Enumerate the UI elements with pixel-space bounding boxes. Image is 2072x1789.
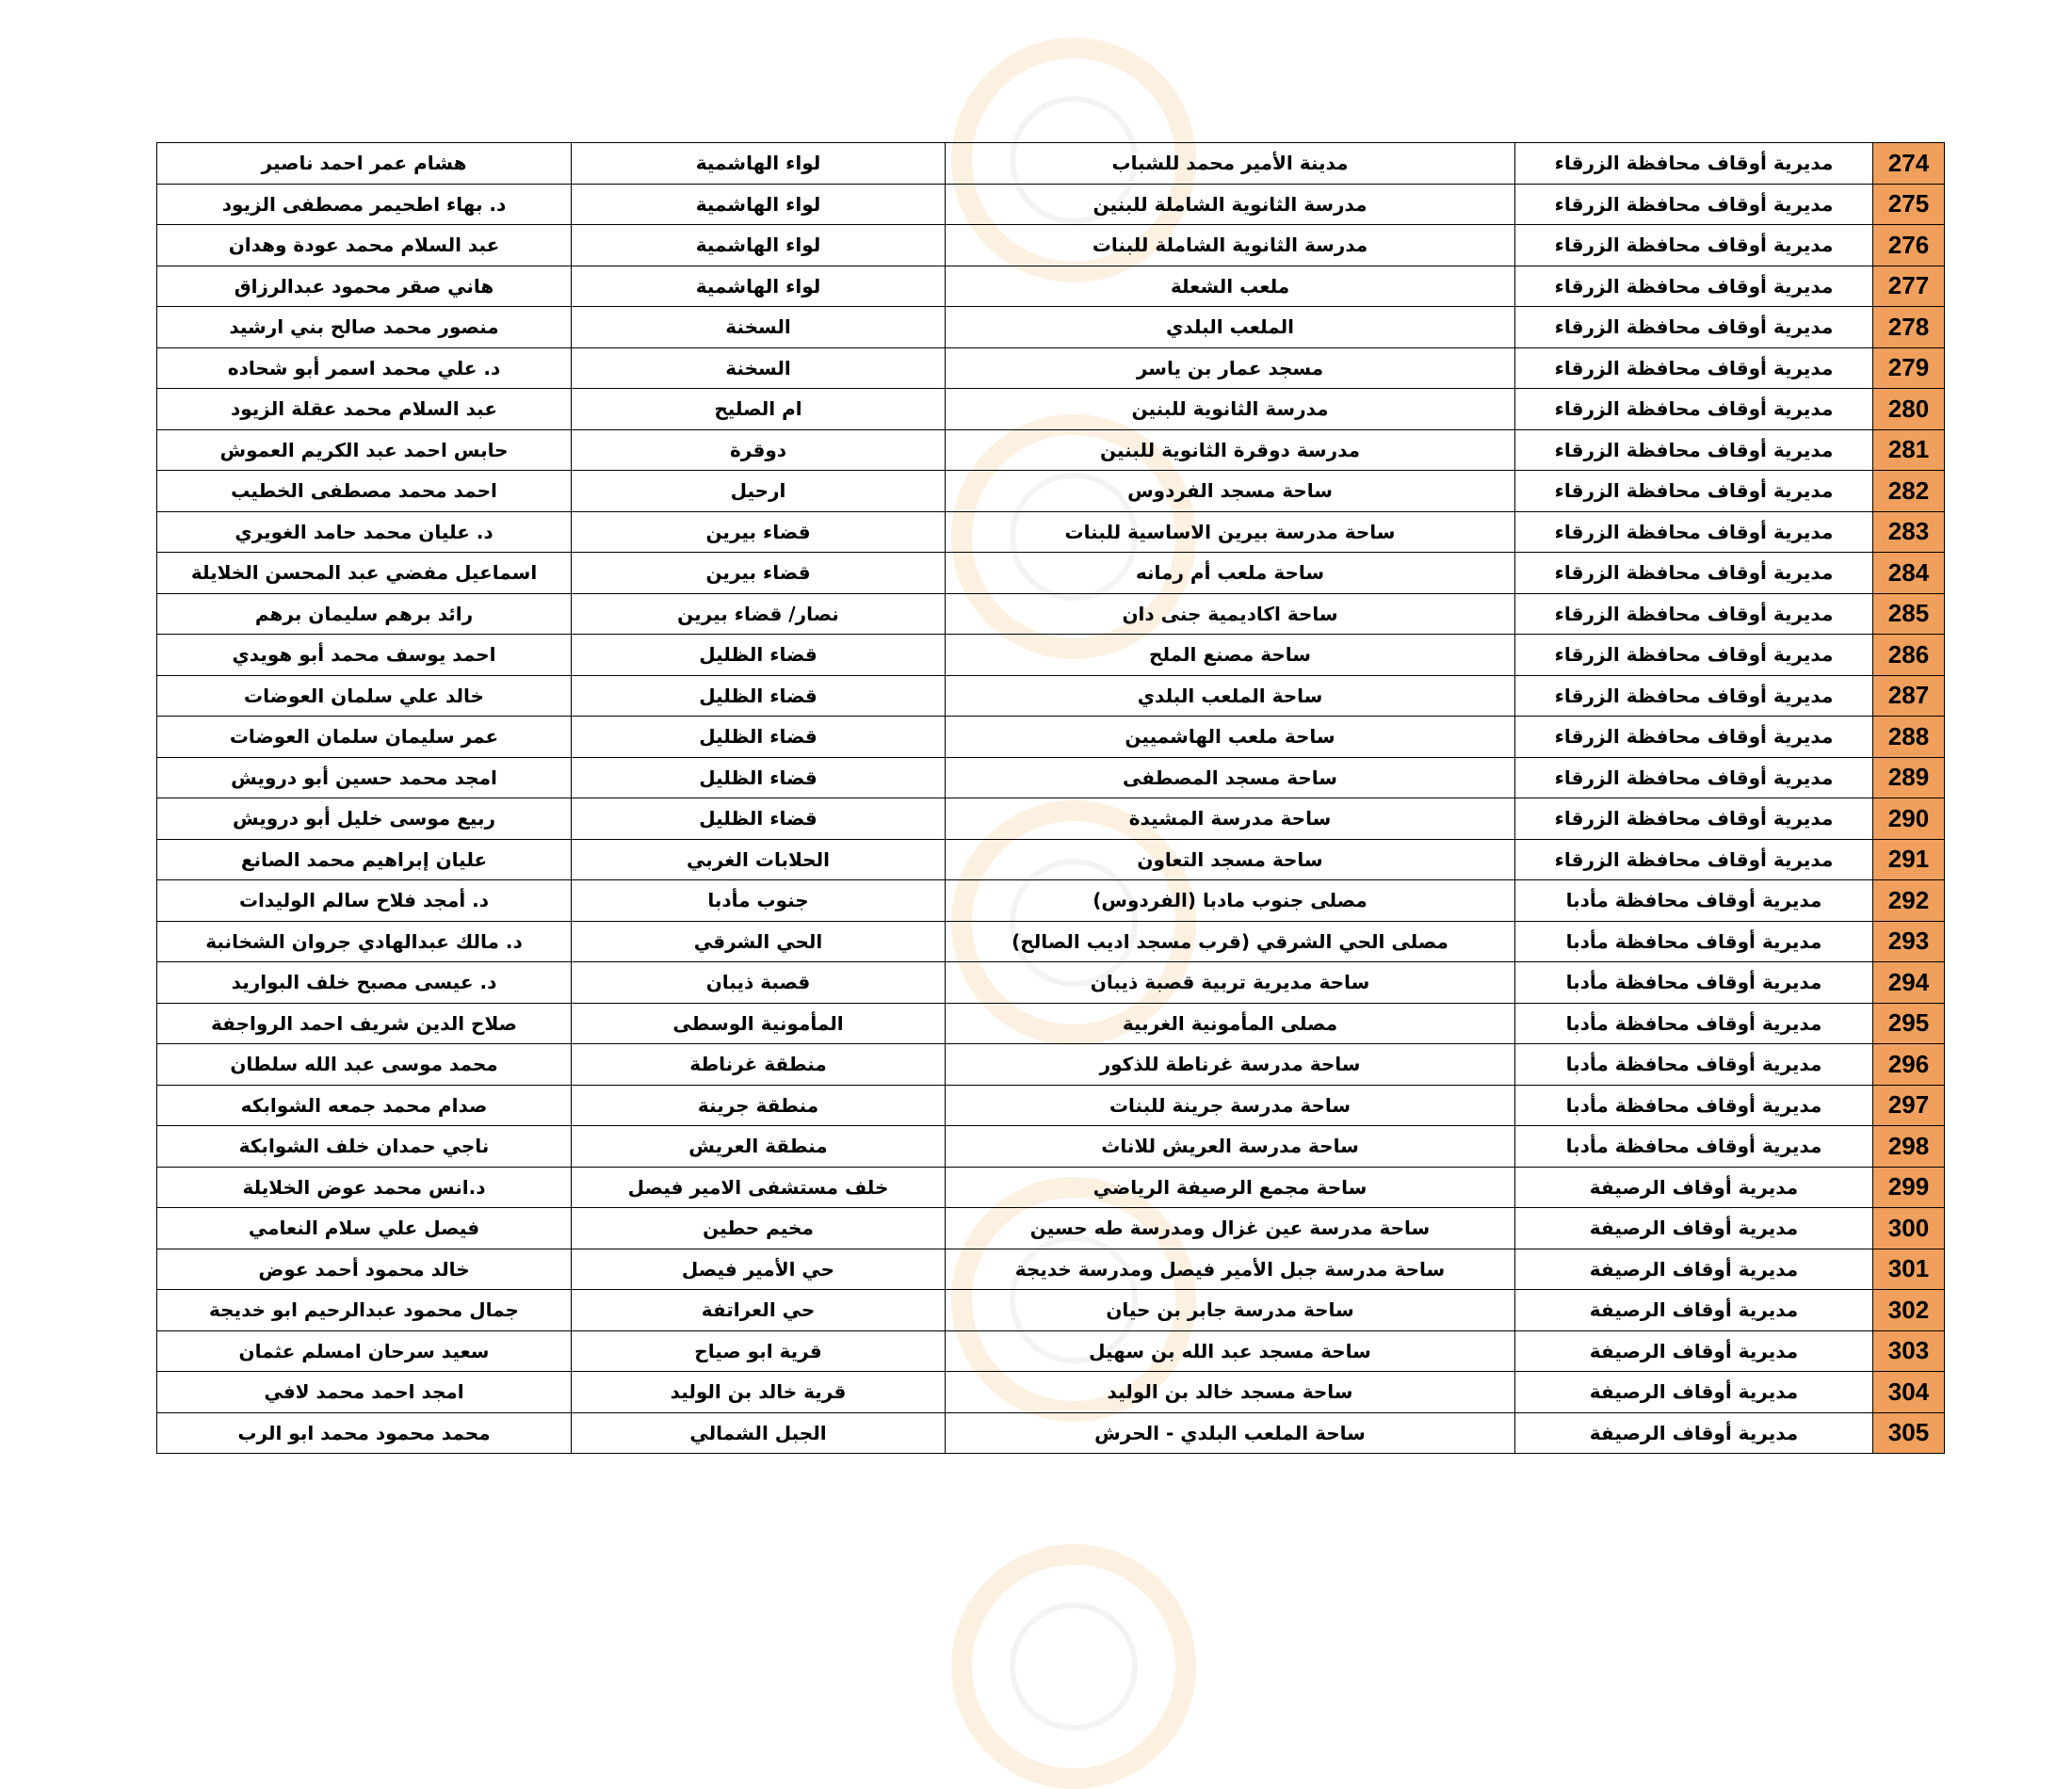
prayer-site-cell: الملعب البلدي [946, 307, 1515, 348]
row-number: 275 [1873, 184, 1945, 225]
table-row [157, 921, 1945, 962]
area-cell: قرية ابو صياح [572, 1330, 946, 1372]
row-number: 290 [1873, 798, 1945, 840]
table-row [157, 798, 1945, 840]
directorate-cell: مديرية أوقاف محافظة مأدبا [1515, 1003, 1873, 1044]
row-number: 302 [1873, 1290, 1945, 1331]
directorate-cell: مديرية أوقاف محافظة الزرقاء [1515, 593, 1873, 635]
area-cell: خلف مستشفى الامير فيصل [572, 1167, 946, 1208]
table-row [157, 839, 1945, 880]
area-cell: المأمونية الوسطى [572, 1003, 946, 1044]
area-cell: منطقة غرناطة [572, 1044, 946, 1086]
directorate-cell: مديرية أوقاف الرصيفة [1515, 1167, 1873, 1208]
prayer-site-cell: ساحة مصنع الملح [946, 635, 1515, 676]
imam-name-cell: خالد علي سلمان العوضات [157, 675, 572, 717]
area-cell: قضاء الظليل [572, 757, 946, 798]
table-row [157, 635, 1945, 676]
area-cell: جنوب مأدبا [572, 880, 946, 922]
prayer-site-cell: مدرسة دوقرة الثانوية للبنين [946, 429, 1515, 471]
directorate-cell: مديرية أوقاف محافظة الزرقاء [1515, 511, 1873, 553]
imam-name-cell: منصور محمد صالح بني ارشيد [157, 307, 572, 348]
imam-name-cell: امجد احمد محمد لافي [157, 1372, 572, 1413]
area-cell: منطقة جرينة [572, 1085, 946, 1126]
table-row [157, 757, 1945, 798]
table-row [157, 307, 1945, 348]
row-number: 278 [1873, 307, 1945, 348]
table-row [157, 511, 1945, 553]
watermark-clock-5 [951, 1544, 1196, 1789]
assignment-table [156, 142, 1945, 1454]
row-number: 296 [1873, 1044, 1945, 1086]
prayer-site-cell: مصلى الحي الشرقي (قرب مسجد اديب الصالح) [946, 921, 1515, 962]
area-cell: قضاء بيرين [572, 553, 946, 594]
prayer-site-cell: ساحة الملعب البلدي - الحرش [946, 1412, 1515, 1454]
prayer-site-cell: ساحة اكاديمية جنى دان [946, 593, 1515, 635]
imam-name-cell: محمد محمود محمد ابو الرب [157, 1412, 572, 1454]
directorate-cell: مديرية أوقاف محافظة مأدبا [1515, 1085, 1873, 1126]
imam-name-cell: هشام عمر احمد ناصير [157, 143, 572, 185]
area-cell: حي العراتفة [572, 1290, 946, 1331]
directorate-cell: مديرية أوقاف محافظة الزرقاء [1515, 757, 1873, 798]
imam-name-cell: ناجي حمدان خلف الشوابكة [157, 1126, 572, 1168]
directorate-cell: مديرية أوقاف محافظة الزرقاء [1515, 184, 1873, 225]
row-number: 282 [1873, 471, 1945, 512]
prayer-site-cell: ساحة مجمع الرصيفة الرياضي [946, 1167, 1515, 1208]
row-number: 289 [1873, 757, 1945, 798]
row-number: 305 [1873, 1412, 1945, 1454]
row-number: 280 [1873, 389, 1945, 430]
imam-name-cell: احمد يوسف محمد أبو هويدي [157, 635, 572, 676]
imam-name-cell: ربيع موسى خليل أبو درويش [157, 798, 572, 840]
row-number: 285 [1873, 593, 1945, 635]
row-number: 295 [1873, 1003, 1945, 1044]
area-cell: قضاء الظليل [572, 675, 946, 717]
imam-name-cell: حابس احمد عبد الكريم العموش [157, 429, 572, 471]
imam-name-cell: د. علي محمد اسمر أبو شحاده [157, 347, 572, 389]
directorate-cell: مديرية أوقاف محافظة مأدبا [1515, 1044, 1873, 1086]
prayer-site-cell: ساحة مسجد التعاون [946, 839, 1515, 880]
area-cell: الحلابات الغربي [572, 839, 946, 880]
table-row [157, 1003, 1945, 1044]
area-cell: دوقرة [572, 429, 946, 471]
imam-name-cell: د. أمجد فلاح سالم الوليدات [157, 880, 572, 922]
row-number: 292 [1873, 880, 1945, 922]
table-row [157, 143, 1945, 185]
row-number: 301 [1873, 1249, 1945, 1290]
imam-name-cell: هاني صقر محمود عبدالرزاق [157, 266, 572, 307]
table-row [157, 1044, 1945, 1086]
row-number: 303 [1873, 1330, 1945, 1372]
table-row [157, 1412, 1945, 1454]
directorate-cell: مديرية أوقاف محافظة مأدبا [1515, 921, 1873, 962]
prayer-site-cell: ساحة مدرسة جابر بن حيان [946, 1290, 1515, 1331]
imam-name-cell: د. مالك عبدالهادي جروان الشخانبة [157, 921, 572, 962]
imam-name-cell: خالد محمود أحمد عوض [157, 1249, 572, 1290]
area-cell: قضاء الظليل [572, 717, 946, 758]
imam-name-cell: صلاح الدين شريف احمد الرواجفة [157, 1003, 572, 1044]
row-number: 279 [1873, 347, 1945, 389]
area-cell: منطقة العريش [572, 1126, 946, 1168]
prayer-site-cell: مسجد عمار بن ياسر [946, 347, 1515, 389]
table-row [157, 1290, 1945, 1331]
row-number: 277 [1873, 266, 1945, 307]
imam-name-cell: د. بهاء اطحيمر مصطفى الزيود [157, 184, 572, 225]
area-cell: نصار/ قضاء بيرين [572, 593, 946, 635]
table-row [157, 675, 1945, 717]
prayer-site-cell: مدرسة الثانوية الشاملة للبنات [946, 225, 1515, 266]
table-row [157, 347, 1945, 389]
area-cell: لواء الهاشمية [572, 184, 946, 225]
prayer-site-cell: ساحة مسجد الفردوس [946, 471, 1515, 512]
directorate-cell: مديرية أوقاف محافظة الزرقاء [1515, 225, 1873, 266]
area-cell: السخنة [572, 307, 946, 348]
prayer-site-cell: ساحة الملعب البلدي [946, 675, 1515, 717]
prayer-site-cell: مدينة الأمير محمد للشباب [946, 143, 1515, 185]
directorate-cell: مديرية أوقاف محافظة الزرقاء [1515, 675, 1873, 717]
table-row [157, 1208, 1945, 1249]
row-number: 286 [1873, 635, 1945, 676]
area-cell: حي الأمير فيصل [572, 1249, 946, 1290]
row-number: 304 [1873, 1372, 1945, 1413]
row-number: 281 [1873, 429, 1945, 471]
prayer-site-cell: ساحة مسجد عبد الله بن سهيل [946, 1330, 1515, 1372]
table-row [157, 717, 1945, 758]
area-cell: ام الصليح [572, 389, 946, 430]
prayer-site-cell: ساحة مديرية تربية قصبة ذيبان [946, 962, 1515, 1004]
table-row [157, 1167, 1945, 1208]
prayer-site-cell: ساحة مدرسة جبل الأمير فيصل ومدرسة خديجة [946, 1249, 1515, 1290]
prayer-site-cell: ملعب الشعلة [946, 266, 1515, 307]
imam-name-cell: جمال محمود عبدالرحيم ابو خديجة [157, 1290, 572, 1331]
imam-name-cell: عليان إبراهيم محمد الصانع [157, 839, 572, 880]
imam-name-cell: احمد محمد مصطفى الخطيب [157, 471, 572, 512]
prayer-site-cell: ساحة مدرسة غرناطة للذكور [946, 1044, 1515, 1086]
row-number: 276 [1873, 225, 1945, 266]
prayer-site-cell: ساحة مسجد المصطفى [946, 757, 1515, 798]
directorate-cell: مديرية أوقاف محافظة الزرقاء [1515, 307, 1873, 348]
prayer-site-cell: ساحة مدرسة العريش للاناث [946, 1126, 1515, 1168]
directorate-cell: مديرية أوقاف الرصيفة [1515, 1372, 1873, 1413]
prayer-site-cell: ساحة ملعب أم رمانه [946, 553, 1515, 594]
area-cell: مخيم حطين [572, 1208, 946, 1249]
table-row [157, 1126, 1945, 1168]
imam-name-cell: عبد السلام محمد عقلة الزيود [157, 389, 572, 430]
row-number: 283 [1873, 511, 1945, 553]
table-row [157, 1372, 1945, 1413]
directorate-cell: مديرية أوقاف محافظة الزرقاء [1515, 266, 1873, 307]
prayer-site-cell: مدرسة الثانوية الشاملة للبنين [946, 184, 1515, 225]
table-row [157, 1085, 1945, 1126]
table-body [157, 143, 1945, 1454]
area-cell: الحي الشرقي [572, 921, 946, 962]
directorate-cell: مديرية أوقاف الرصيفة [1515, 1330, 1873, 1372]
directorate-cell: مديرية أوقاف محافظة الزرقاء [1515, 429, 1873, 471]
imam-name-cell: سعيد سرحان امسلم عثمان [157, 1330, 572, 1372]
directorate-cell: مديرية أوقاف محافظة الزرقاء [1515, 389, 1873, 430]
directorate-cell: مديرية أوقاف محافظة مأدبا [1515, 1126, 1873, 1168]
imam-name-cell: صدام محمد جمعه الشوابكه [157, 1085, 572, 1126]
row-number: 298 [1873, 1126, 1945, 1168]
row-number: 274 [1873, 143, 1945, 185]
row-number: 287 [1873, 675, 1945, 717]
directorate-cell: مديرية أوقاف الرصيفة [1515, 1412, 1873, 1454]
directorate-cell: مديرية أوقاف محافظة الزرقاء [1515, 471, 1873, 512]
imam-name-cell: اسماعيل مفضي عبد المحسن الخلايلة [157, 553, 572, 594]
table-row [157, 1249, 1945, 1290]
row-number: 297 [1873, 1085, 1945, 1126]
row-number: 293 [1873, 921, 1945, 962]
directorate-cell: مديرية أوقاف محافظة الزرقاء [1515, 839, 1873, 880]
directorate-cell: مديرية أوقاف الرصيفة [1515, 1208, 1873, 1249]
imam-name-cell: محمد موسى عبد الله سلطان [157, 1044, 572, 1086]
table-row [157, 225, 1945, 266]
table-row [157, 184, 1945, 225]
imam-name-cell: د. عليان محمد حامد الغويري [157, 511, 572, 553]
directorate-cell: مديرية أوقاف محافظة مأدبا [1515, 880, 1873, 922]
area-cell: الجبل الشمالي [572, 1412, 946, 1454]
row-number: 300 [1873, 1208, 1945, 1249]
directorate-cell: مديرية أوقاف محافظة الزرقاء [1515, 717, 1873, 758]
row-number: 284 [1873, 553, 1945, 594]
directorate-cell: مديرية أوقاف محافظة الزرقاء [1515, 798, 1873, 840]
table-row [157, 471, 1945, 512]
imam-name-cell: امجد محمد حسين أبو درويش [157, 757, 572, 798]
directorate-cell: مديرية أوقاف محافظة الزرقاء [1515, 347, 1873, 389]
prayer-site-cell: مدرسة الثانوية للبنين [946, 389, 1515, 430]
directorate-cell: مديرية أوقاف الرصيفة [1515, 1290, 1873, 1331]
table-row [157, 389, 1945, 430]
area-cell: السخنة [572, 347, 946, 389]
area-cell: لواء الهاشمية [572, 266, 946, 307]
directorate-cell: مديرية أوقاف محافظة مأدبا [1515, 962, 1873, 1004]
directorate-cell: مديرية أوقاف محافظة الزرقاء [1515, 635, 1873, 676]
prayer-site-cell: مصلى المأمونية الغربية [946, 1003, 1515, 1044]
table-row [157, 429, 1945, 471]
imam-name-cell: فيصل علي سلام النعامي [157, 1208, 572, 1249]
prayer-site-cell: ساحة مدرسة بيرين الاساسية للبنات [946, 511, 1515, 553]
area-cell: ارحيل [572, 471, 946, 512]
area-cell: قرية خالد بن الوليد [572, 1372, 946, 1413]
prayer-site-cell: ساحة مدرسة جرينة للبنات [946, 1085, 1515, 1126]
imam-name-cell: عبد السلام محمد عودة وهدان [157, 225, 572, 266]
area-cell: قصبة ذيبان [572, 962, 946, 1004]
imam-name-cell: رائد برهم سليمان برهم [157, 593, 572, 635]
directorate-cell: مديرية أوقاف محافظة الزرقاء [1515, 143, 1873, 185]
imam-name-cell: د. عيسى مصبح خلف البواريد [157, 962, 572, 1004]
prayer-site-cell: ساحة مدرسة عين غزال ومدرسة طه حسين [946, 1208, 1515, 1249]
table-row [157, 880, 1945, 922]
row-number: 294 [1873, 962, 1945, 1004]
area-cell: قضاء بيرين [572, 511, 946, 553]
directorate-cell: مديرية أوقاف الرصيفة [1515, 1249, 1873, 1290]
area-cell: لواء الهاشمية [572, 225, 946, 266]
table-row [157, 593, 1945, 635]
row-number: 291 [1873, 839, 1945, 880]
area-cell: قضاء الظليل [572, 798, 946, 840]
prayer-site-cell: مصلى جنوب مادبا (الفردوس) [946, 880, 1515, 922]
table-row [157, 553, 1945, 594]
prayer-site-cell: ساحة مسجد خالد بن الوليد [946, 1372, 1515, 1413]
row-number: 288 [1873, 717, 1945, 758]
area-cell: قضاء الظليل [572, 635, 946, 676]
row-number: 299 [1873, 1167, 1945, 1208]
table-row [157, 1330, 1945, 1372]
imam-name-cell: عمر سليمان سلمان العوضات [157, 717, 572, 758]
directorate-cell: مديرية أوقاف محافظة الزرقاء [1515, 553, 1873, 594]
table-row [157, 266, 1945, 307]
prayer-site-cell: ساحة ملعب الهاشميين [946, 717, 1515, 758]
table-row [157, 962, 1945, 1004]
prayer-site-cell: ساحة مدرسة المشيدة [946, 798, 1515, 840]
imam-name-cell: د.انس محمد عوض الخلايلة [157, 1167, 572, 1208]
area-cell: لواء الهاشمية [572, 143, 946, 185]
